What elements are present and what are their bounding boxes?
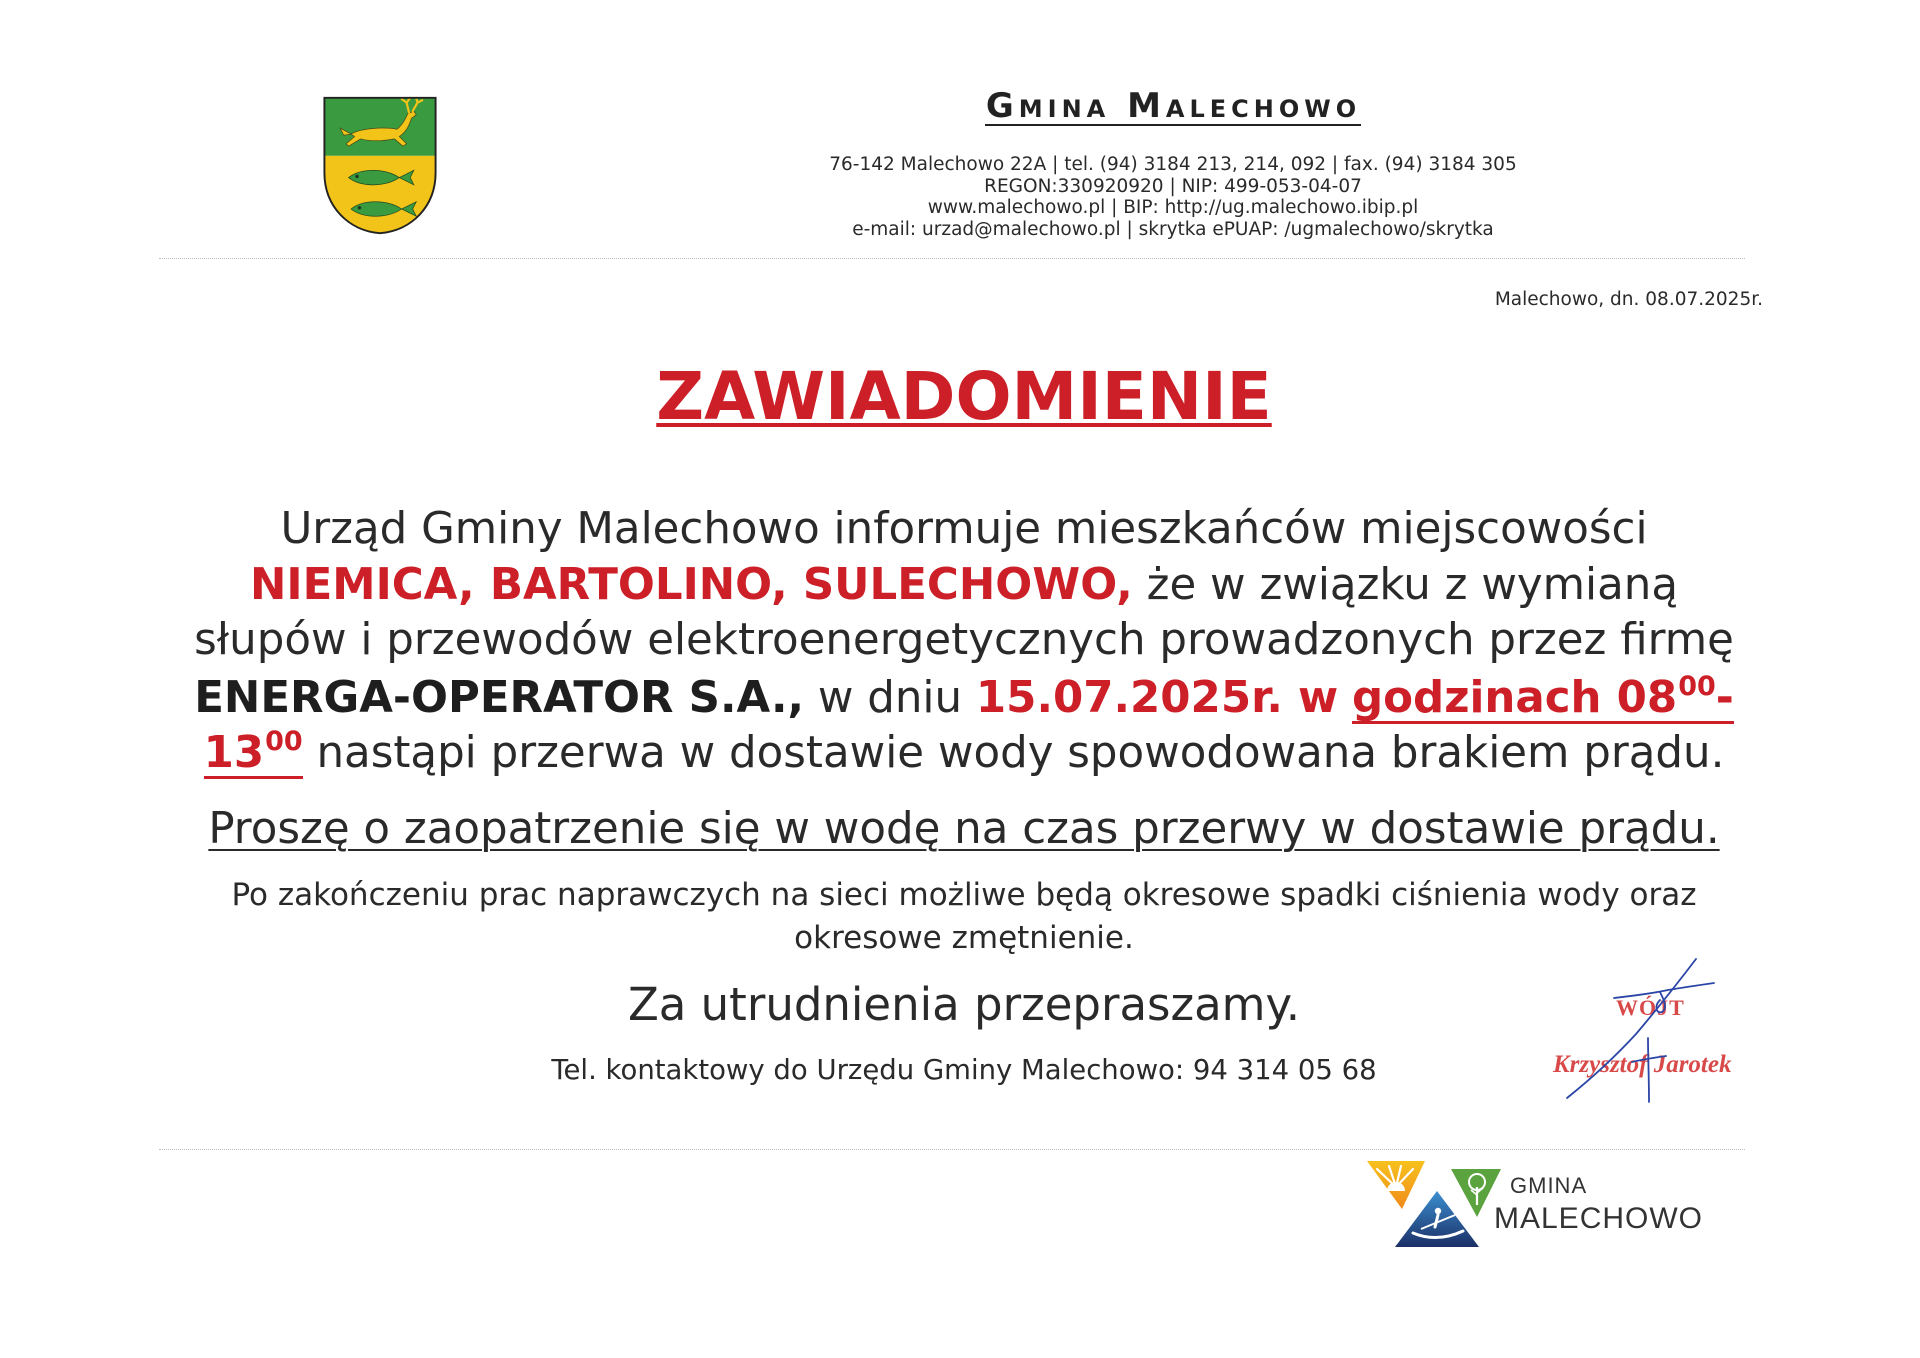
after-repair-line: Po zakończeniu prac naprawczych na sieci możliwe będą okresowe spadki ciśnienia wody oraz (231, 877, 1697, 913)
brand-logo-icon (1365, 1157, 1507, 1249)
org-address (773, 154, 1573, 241)
notice-line-2-text: że w związku z wymianą (1146, 560, 1678, 610)
company-name: ENERGA-OPERATOR S.A., (194, 673, 804, 723)
notice-line-4 (64, 672, 1864, 724)
hours-dash: - (1715, 673, 1734, 723)
footer-divider (159, 1149, 1745, 1150)
hours-to-minutes: 00 (265, 726, 303, 758)
address-line: REGON:330920920 | NIP: 499-053-04-07 (984, 175, 1362, 197)
outage-hours-start (1352, 671, 1734, 724)
hours-to: 13 (203, 728, 265, 778)
notice-line-1 (64, 503, 1864, 555)
water-supply-request: Proszę o zaopatrzenie się w wodę na czas przerwy w dostawie prądu. (208, 804, 1720, 854)
handwritten-signature (1540, 950, 1760, 1110)
notice-title-row (64, 357, 1864, 436)
address-line: www.malechowo.pl | BIP: http://ug.malechowo.ibip.pl (927, 197, 1419, 219)
notice-line-5-text: nastąpi przerwa w dostawie wody spowodowana brakiem prądu. (316, 728, 1725, 778)
request-row (64, 803, 1864, 855)
header-divider (159, 258, 1745, 259)
kayak-triangle-icon (1395, 1191, 1479, 1247)
hours-from-minutes: 00 (1678, 671, 1716, 703)
notice-line-1-text: Urząd Gminy Malechowo informuje mieszkańców miejscowości (280, 504, 1648, 554)
coat-of-arms-icon (322, 95, 438, 236)
address-line: 76-142 Malechowo 22A | tel. (94) 3184 213, 214, 092 | fax. (94) 3184 305 (829, 154, 1517, 175)
outage-hours-end (203, 726, 303, 779)
on-day-text: w dniu (817, 673, 963, 723)
address-line: e-mail: urzad@malechowo.pl | skrytka ePUAP: /ugmalechowo/skrytka (852, 219, 1494, 241)
document-date: Malechowo, dn. 08.07.2025r. (1494, 289, 1763, 310)
apology-text: Za utrudnienia przepraszamy. (627, 978, 1301, 1031)
stamp-title: WÓJT (1616, 995, 1685, 1020)
after-repair-line: okresowe zmętnienie. (794, 920, 1134, 956)
notice-title: ZAWIADOMIENIE (656, 358, 1272, 435)
stamp-name: Krzysztof Jarotek (1553, 1051, 1732, 1078)
contact-phone: Tel. kontaktowy do Urzędu Gminy Malechowo: 94 314 05 68 (551, 1054, 1377, 1086)
org-header (873, 86, 1473, 132)
footer-logo-line-1: GMINA (1510, 1173, 1588, 1198)
notice-line-3-text: słupów i przewodów elektroenergetycznych prowadzonych przez firmę (194, 615, 1734, 665)
org-title (985, 86, 1362, 126)
org-title-word-1: Gmina (985, 86, 1111, 126)
outage-date: 15.07.2025r. w (975, 673, 1339, 723)
notice-line-3 (64, 614, 1864, 666)
footer-logo-line-2: MALECHOWO (1494, 1202, 1704, 1235)
villages-list: NIEMICA, BARTOLINO, SULECHOWO, (249, 560, 1133, 610)
sun-triangle-icon (1367, 1161, 1425, 1209)
org-title-word-2: malechowo (1127, 86, 1362, 126)
notice-line-5 (64, 727, 1864, 779)
hours-label: godzinach 08 (1352, 673, 1678, 723)
notice-line-2 (64, 559, 1864, 611)
after-repair-note (64, 874, 1864, 960)
